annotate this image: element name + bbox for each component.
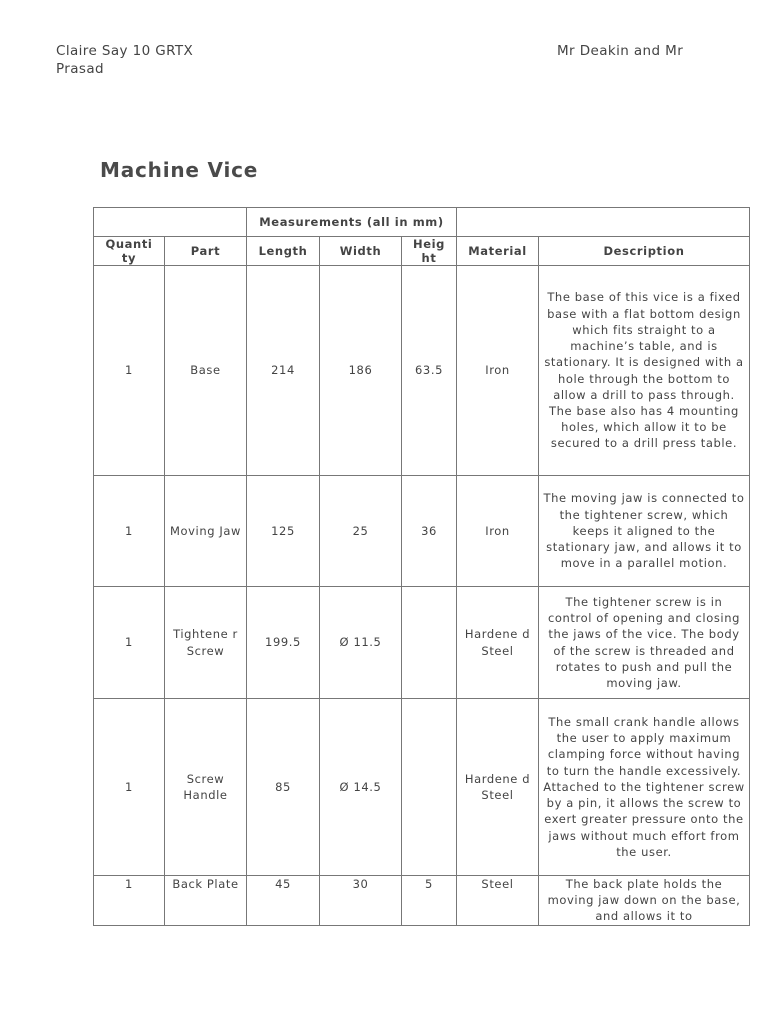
cell-length: 45 <box>247 876 320 926</box>
col-width: Width <box>320 237 402 266</box>
cell-width: 25 <box>320 476 402 587</box>
table-row <box>94 476 750 587</box>
cell-height <box>402 587 457 699</box>
cell-material: Iron <box>457 476 539 587</box>
page-title: Machine Vice <box>100 158 259 182</box>
cell-description: The moving jaw is connected to the tightener screw, which keeps it aligned to the stationary jaw, and allows it to move in a parallel motion. <box>539 476 750 587</box>
measurements-header: Measurements (all in mm) <box>247 208 457 237</box>
cell-description: The tightener screw is in control of opening and closing the jaws of the vice. The body of the screw is threaded and rotates to push and pull the moving jaw. <box>539 587 750 699</box>
cell-length: 214 <box>247 266 320 476</box>
cell-material: Hardene d Steel <box>457 587 539 699</box>
cell-height: 5 <box>402 876 457 926</box>
table-row <box>94 699 750 876</box>
cell-part: Moving Jaw <box>165 476 247 587</box>
cell-length: 199.5 <box>247 587 320 699</box>
cell-quantity: 1 <box>94 266 165 476</box>
cell-part: Base <box>165 266 247 476</box>
cell-material: Iron <box>457 266 539 476</box>
cell-quantity: 1 <box>94 587 165 699</box>
col-part: Part <box>165 237 247 266</box>
cell-height: 36 <box>402 476 457 587</box>
cell-quantity: 1 <box>94 476 165 587</box>
cell-height: 63.5 <box>402 266 457 476</box>
cell-part: Tightene r Screw <box>165 587 247 699</box>
cell-material: Hardene d Steel <box>457 699 539 876</box>
cell-material: Steel <box>457 876 539 926</box>
table-row <box>94 876 750 926</box>
student-name: Claire Say 10 GRTX <box>56 43 194 59</box>
col-height: Heig ht <box>402 237 457 266</box>
student-name-cont: Prasad <box>56 61 105 77</box>
empty-header-cell <box>457 208 750 237</box>
teacher-header: Mr Deakin and Mr <box>557 43 684 59</box>
cell-quantity: 1 <box>94 876 165 926</box>
cell-description: The base of this vice is a fixed base with a flat bottom design which fits straight to a machine’s table, and is stationary. It is designed with a hole through the bottom to allow a drill to pass through. The base also has 4 mounting holes, which allow it to be secured to a drill press table. <box>539 266 750 476</box>
parts-table <box>93 207 750 926</box>
col-quantity: Quanti ty <box>94 237 165 266</box>
cell-description: The small crank handle allows the user to apply maximum clamping force without having to turn the handle excessively. Attached to the tightener screw by a pin, it allows the screw to exert greater pressure onto the jaws without much effort from the user. <box>539 699 750 876</box>
cell-length: 125 <box>247 476 320 587</box>
table-header-row <box>94 237 750 266</box>
table-group-header-row <box>94 208 750 237</box>
cell-part: Back Plate <box>165 876 247 926</box>
author-header <box>56 42 236 78</box>
cell-length: 85 <box>247 699 320 876</box>
table-row <box>94 266 750 476</box>
col-material: Material <box>457 237 539 266</box>
empty-header-cell <box>94 208 247 237</box>
cell-width: Ø 11.5 <box>320 587 402 699</box>
col-length: Length <box>247 237 320 266</box>
cell-width: Ø 14.5 <box>320 699 402 876</box>
table-row <box>94 587 750 699</box>
cell-height <box>402 699 457 876</box>
col-description: Description <box>539 237 750 266</box>
cell-description: The back plate holds the moving jaw down on the base, and allows it to <box>539 876 750 926</box>
cell-width: 30 <box>320 876 402 926</box>
cell-part: Screw Handle <box>165 699 247 876</box>
cell-width: 186 <box>320 266 402 476</box>
cell-quantity: 1 <box>94 699 165 876</box>
